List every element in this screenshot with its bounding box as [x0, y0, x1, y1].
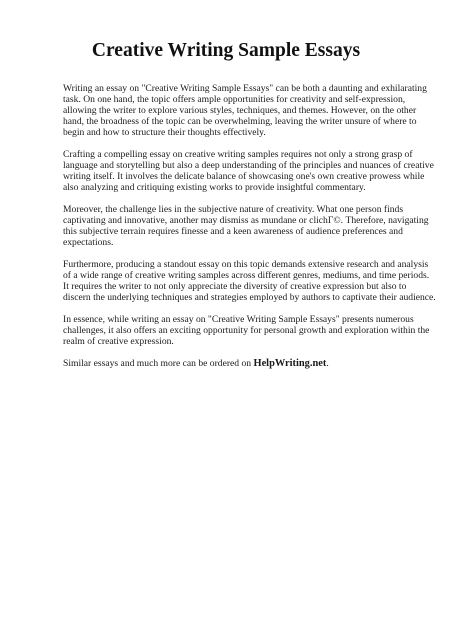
paragraph-line: hand, the broadness of the topic can be overwhelming, leaving the writer unsure of where to [63, 116, 417, 127]
paragraph-line: expectations. [63, 237, 114, 248]
paragraph-line: also analyzing and critiquing existing works to provide insightful commentary. [63, 182, 366, 193]
paragraph-line: task. On one hand, the topic offers ample opportunities for creativity and self-expression, [63, 94, 406, 105]
paragraph-line: discern the underlying techniques and strategies employed by authors to captivate their audience. [63, 292, 436, 303]
closing-line [63, 358, 435, 369]
paragraph-5 [63, 314, 435, 347]
paragraph-line: Moreover, the challenge lies in the subjective nature of creativity. What one person finds [63, 204, 404, 215]
paragraph-1 [63, 83, 435, 138]
document-title: Creative Writing Sample Essays [91, 40, 361, 61]
paragraph-line: allowing the writer to explore various styles, techniques, and themes. However, on the other [63, 105, 417, 116]
paragraph-line: begin and how to structure their thoughts effectively. [63, 127, 266, 138]
closing-paragraph [63, 358, 435, 369]
paragraph-4 [63, 259, 435, 303]
paragraph-line: Crafting a compelling essay on creative writing samples requires not only a strong grasp of [63, 149, 413, 160]
paragraph-line: language and storytelling but also a deep understanding of the principles and nuances of creative [63, 160, 434, 171]
paragraph-line: this subjective terrain requires finesse and a keen awareness of audience preferences and [63, 226, 403, 237]
document-body [63, 83, 435, 380]
paragraph-3 [63, 204, 435, 248]
paragraph-line: Writing an essay on "Creative Writing Sample Essays" can be both a daunting and exhilarating [63, 83, 427, 94]
paragraph-line: It requires the writer to not only appreciate the diversity of creative expression but also to [63, 281, 407, 292]
paragraph-line: writing itself. It involves the delicate balance of showcasing one's own creative prowess while [63, 171, 425, 182]
closing-prefix: Similar essays and much more can be ordered on [63, 358, 254, 369]
paragraph-line: In essence, while writing an essay on "Creative Writing Sample Essays" presents numerous [63, 314, 414, 325]
closing-suffix: . [326, 358, 329, 369]
paragraph-line: captivating and innovative, another may dismiss as mundane or clichГ©. Therefore, navigating [63, 215, 429, 226]
helpwriting-link[interactable]: HelpWriting.net [253, 358, 327, 369]
paragraph-line: of a wide range of creative writing samples across different genres, mediums, and time periods. [63, 270, 430, 281]
paragraph-line: realm of creative expression. [63, 336, 174, 347]
paragraph-line: Furthermore, producing a standout essay on this topic demands extensive research and analysis [63, 259, 429, 270]
paragraph-line: challenges, it also offers an exciting opportunity for personal growth and exploration within the [63, 325, 430, 336]
paragraph-2 [63, 149, 435, 193]
